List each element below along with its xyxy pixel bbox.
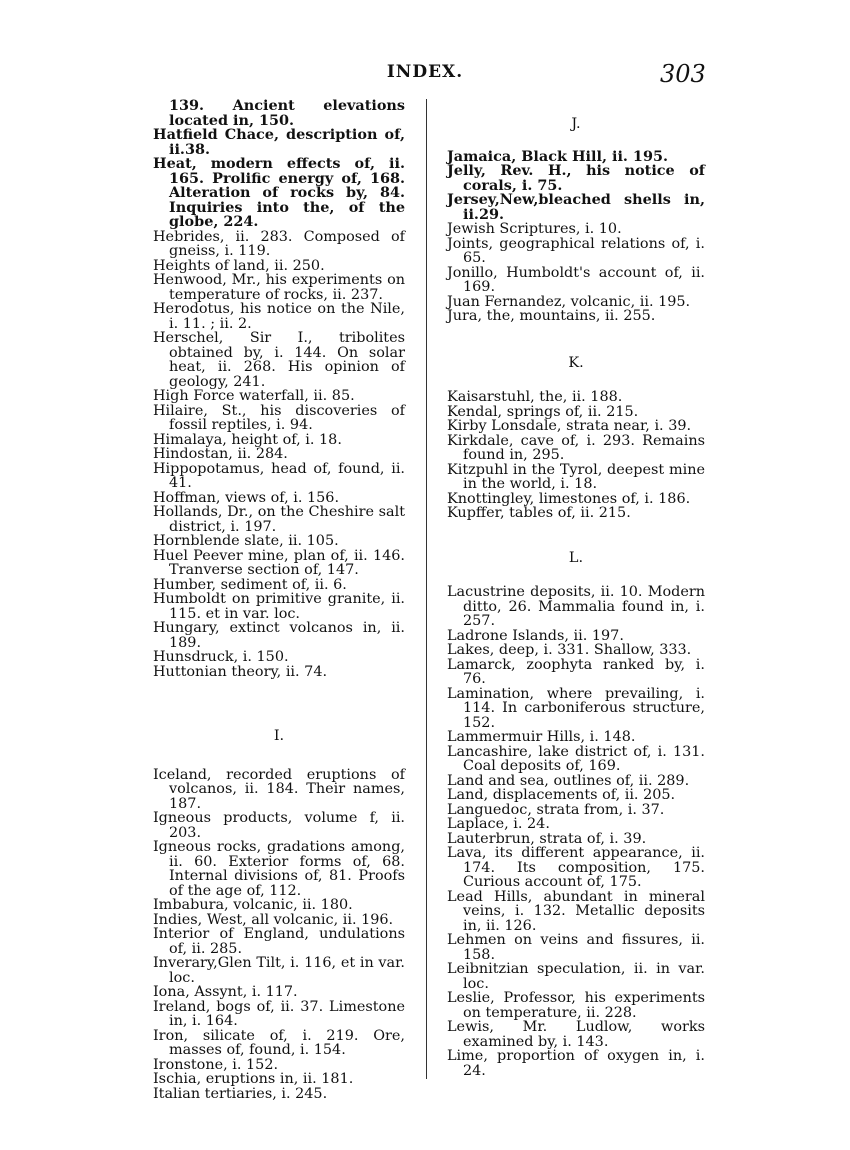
- section-heading-l: L.: [568, 549, 584, 566]
- index-entry: Huttonian theory, ii. 74.: [153, 663, 328, 680]
- index-entry: Lime, proportion of oxygen in, i. 24.: [447, 1048, 705, 1079]
- index-entry: Kitzpuhl in the Tyrol, deepest mine in the world, i. 18.: [447, 461, 705, 492]
- index-entry: Indies, West, all volcanic, ii. 196.: [153, 911, 394, 928]
- index-entry: Land, displacements of, ii. 205.: [447, 787, 676, 803]
- index-entry: Lamination, where prevailing, i. 114. In carboniferous structure, 152.: [447, 685, 705, 731]
- column-divider: [426, 99, 427, 1079]
- section-heading-k: K.: [568, 354, 584, 371]
- index-entry: Italian tertiaries, i. 245.: [153, 1085, 328, 1102]
- index-entry: Ladrone Islands, ii. 197.: [447, 627, 624, 644]
- index-entry: Joints, geographical relations of, i. 65.: [447, 235, 705, 266]
- index-entry: High Force waterfall, ii. 85.: [153, 388, 355, 404]
- index-entry: Lewis, Mr. Ludlow, works examined by, i. 143.: [447, 1019, 705, 1050]
- index-entry: Jersey,New,bleached shells in, ii.29.: [447, 191, 705, 223]
- index-entry: Laplace, i. 24.: [447, 816, 550, 832]
- index-entry: 139. Ancient elevations located in, 150.: [169, 97, 405, 129]
- index-entry: Kendal, springs of, ii. 215.: [447, 403, 639, 420]
- index-entry: Himalaya, height of, i. 18.: [153, 431, 342, 448]
- index-entry: Kirby Lonsdale, strata near, i. 39.: [447, 418, 692, 434]
- index-entry: Leibnitzian speculation, ii. in var. loc.: [447, 961, 705, 992]
- index-entry: Hollands, Dr., on the Cheshire salt district, i. 197.: [153, 504, 405, 535]
- index-entry: Kupffer, tables of, ii. 215.: [447, 505, 631, 521]
- index-entry: Igneous rocks, gradations among, ii. 60. Exterior forms of, 68. Internal divisions of, 81. Proofs of the age of, 112.: [153, 839, 405, 899]
- index-entry: Ironstone, i. 152.: [153, 1056, 279, 1073]
- index-entry: Leslie, Professor, his experiments on temperature, ii. 228.: [447, 990, 705, 1021]
- index-entry: Hungary, extinct volcanos in, ii. 189.: [153, 620, 405, 651]
- index-entry: Ireland, bogs of, ii. 37. Limestone in, i. 164.: [153, 998, 405, 1029]
- index-entry: Hatfield Chace, description of, ii.38.: [153, 126, 405, 158]
- page-number: 303: [660, 60, 706, 88]
- index-entry: Jamaica, Black Hill, ii. 195.: [447, 147, 668, 165]
- index-entry: Hornblende slate, ii. 105.: [153, 533, 339, 549]
- index-entry: Hoffman, views of, i. 156.: [153, 489, 340, 506]
- index-entry: Iron, silicate of, i. 219. Ore, masses of, found, i. 154.: [153, 1027, 405, 1058]
- index-entry: Jewish Scriptures, i. 10.: [447, 221, 622, 237]
- index-entry: Iona, Assynt, i. 117.: [153, 984, 298, 1000]
- index-entry: Humboldt on primitive granite, ii. 115. et in var. loc.: [153, 591, 405, 622]
- index-entry: Lamarck, zoophyta ranked by, i. 76.: [447, 656, 705, 687]
- index-entry: Heat, modern effects of, ii. 165. Prolific energy of, 168. Alteration of rocks by, 84. Inquiries into the, of the globe, 224.: [153, 155, 405, 230]
- index-entry: Lauterbrun, strata of, i. 39.: [447, 830, 647, 847]
- index-entry: Iceland, recorded eruptions of volcanos, ii. 184. Their names, 187.: [153, 766, 405, 812]
- right-column: [447, 99, 705, 1078]
- index-entry: Hilaire, St., his discoveries of fossil reptiles, i. 94.: [153, 402, 405, 433]
- index-entry: Land and sea, outlines of, ii. 289.: [447, 772, 690, 789]
- index-entry: Interior of England, undulations of, ii. 285.: [153, 926, 405, 957]
- index-entry: Huel Peever mine, plan of, ii. 146. Tranverse section of, 147.: [153, 547, 405, 578]
- section-heading-i: I.: [273, 728, 285, 744]
- index-entry: Lead Hills, abundant in mineral veins, i. 132. Metallic deposits in, ii. 126.: [447, 888, 705, 934]
- index-entry: Hebrides, ii. 283. Composed of gneiss, i. 119.: [153, 228, 405, 259]
- page-title: INDEX.: [386, 62, 464, 82]
- index-entry: Lehmen on veins and fissures, ii. 158.: [447, 932, 705, 963]
- index-entry: Imbabura, volcanic, ii. 180.: [153, 897, 353, 913]
- index-entry: Kirkdale, cave of, i. 293. Remains found in, 295.: [447, 432, 705, 463]
- index-entry: Jonillo, Humboldt's account of, ii. 169.: [447, 264, 705, 295]
- index-entry: Lakes, deep, i. 331. Shallow, 333.: [447, 642, 692, 658]
- index-entry: Herodotus, his notice on the Nile, i. 11. ; ii. 2.: [153, 301, 405, 332]
- index-entry: Kaisarstuhl, the, ii. 188.: [447, 389, 623, 405]
- index-entry: Inverary,Glen Tilt, i. 116, et in var. loc.: [153, 955, 405, 986]
- index-entry: Lammermuir Hills, i. 148.: [447, 729, 636, 745]
- index-entry: Languedoc, strata from, i. 37.: [447, 801, 665, 818]
- index-entry: Lancashire, lake district of, i. 131. Coal deposits of, 169.: [447, 743, 705, 774]
- index-entry: Lacustrine deposits, ii. 10. Modern ditto, 26. Mammalia found in, i. 257.: [447, 584, 705, 629]
- index-entry: Humber, sediment of, ii. 6.: [153, 576, 347, 593]
- index-entry: Hunsdruck, i. 150.: [153, 649, 289, 665]
- section-heading-j: J.: [571, 116, 581, 132]
- index-entry: Hippopotamus, head of, found, ii. 41.: [153, 460, 405, 491]
- index-entry: Herschel, Sir I., tribolites obtained by, i. 144. On solar heat, ii. 268. His opinion of geology, 241.: [153, 330, 405, 390]
- index-entry: Lava, its different appearance, ii. 174. Its composition, 175. Curious account of, 175.: [447, 845, 705, 890]
- index-entry: Juan Fernandez, volcanic, ii. 195.: [447, 293, 691, 310]
- index-entry: Knottingley, limestones of, i. 186.: [447, 490, 691, 507]
- index-entry: Hindostan, ii. 284.: [153, 446, 288, 462]
- index-entry: Jelly, Rev. H., his notice of corals, i. 75.: [447, 162, 705, 194]
- index-entry: Ischia, eruptions in, ii. 181.: [153, 1071, 354, 1087]
- index-entry: Igneous products, volume f, ii. 203.: [153, 810, 405, 841]
- index-entry: Jura, the, mountains, ii. 255.: [447, 308, 656, 324]
- left-column: [153, 99, 405, 1101]
- index-entry: Heights of land, ii. 250.: [153, 257, 325, 274]
- index-entry: Henwood, Mr., his experiments on temperature of rocks, ii. 237.: [153, 272, 405, 303]
